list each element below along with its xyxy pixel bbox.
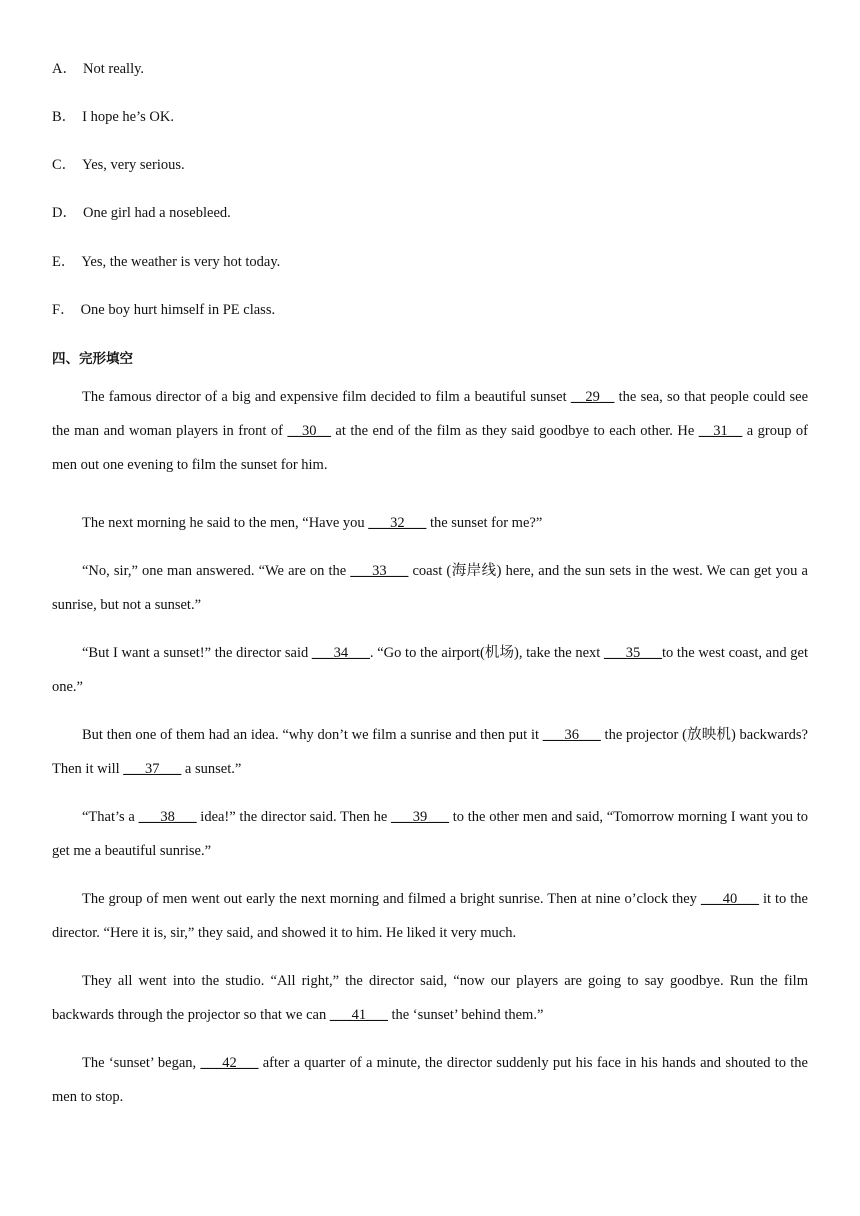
blank-40: ___40___ <box>700 891 759 907</box>
passage-paragraph-2 <box>52 506 808 540</box>
blank-36: ___36___ <box>542 727 601 743</box>
passage-text: the projector (放映机) backwards? Then it will <box>52 727 808 777</box>
option-letter: C． <box>52 157 77 173</box>
passage-paragraph-3 <box>52 554 808 622</box>
passage-text: “But I want a sunset!” the director said <box>82 645 312 661</box>
passage-paragraph-9 <box>52 1046 808 1114</box>
passage-paragraph-4 <box>52 636 808 704</box>
passage-text: “That’s a <box>82 809 139 825</box>
blank-39: ___39___ <box>391 809 450 825</box>
option-text: Not really. <box>82 61 145 77</box>
passage-text: the sea, so that people could see the man and woman players in front of <box>52 389 809 439</box>
blank-35: ___35___ <box>603 645 662 661</box>
blank-41: ___41___ <box>329 1007 388 1023</box>
blank-34: ___34___ <box>311 645 370 661</box>
option-letter: D． <box>52 205 77 221</box>
passage-text: at the end of the film as they said goodbye to each other. He <box>330 423 699 439</box>
option-text: One boy hurt himself in PE class. <box>80 302 276 318</box>
passage-paragraph-6 <box>52 800 808 868</box>
passage-text: . “Go to the airport(机场), take the next <box>369 645 604 661</box>
passage-text: it to the director. “Here it is, sir,” they said, and showed it to him. He liked it very much. <box>52 891 808 941</box>
passage-text: They all went into the studio. “All right,” the director said, “now our players are going to say goodbye. Run the film backwards through the projector so that we can <box>52 973 808 1023</box>
passage-text: The group of men went out early the next morning and filmed a bright sunrise. Then at nine o’clock they <box>82 891 701 907</box>
passage-text: a sunset.” <box>181 761 242 777</box>
passage-text: to the west coast, and get one.” <box>52 645 808 695</box>
passage-text: idea!” the director said. Then he <box>196 809 392 825</box>
blank-37: ___37___ <box>123 761 182 777</box>
option-b <box>52 107 174 127</box>
blank-38: ___38___ <box>138 809 197 825</box>
passage-paragraph-8 <box>52 964 808 1032</box>
option-letter: B． <box>52 109 77 125</box>
option-text: Yes, the weather is very hot today. <box>81 254 281 270</box>
passage-text: But then one of them had an idea. “why don’t we film a sunrise and then put it <box>82 727 543 743</box>
option-f <box>52 300 275 320</box>
passage-text: the sunset for me?” <box>426 515 543 531</box>
option-d <box>52 203 231 223</box>
option-text: One girl had a nosebleed. <box>82 205 231 221</box>
passage-text: after a quarter of a minute, the director suddenly put his face in his hands and shouted to the men to stop. <box>52 1055 808 1105</box>
passage-text: a group of men out one evening to film the sunset for him. <box>52 423 809 473</box>
passage-text: to the other men and said, “Tomorrow morning I want you to get me a beautiful sunrise.” <box>52 809 808 859</box>
passage-text: the ‘sunset’ behind them.” <box>387 1007 544 1023</box>
passage-paragraph-7 <box>52 882 808 950</box>
blank-33: ___33___ <box>350 563 409 579</box>
passage-text: The next morning he said to the men, “Have you <box>82 515 369 531</box>
option-e <box>52 252 280 272</box>
blank-30: __30__ <box>287 423 331 439</box>
passage-text: The ‘sunset’ began, <box>82 1055 201 1071</box>
blank-31: __31__ <box>698 423 743 439</box>
option-letter: E． <box>52 254 76 270</box>
passage-paragraph-1 <box>52 380 808 482</box>
blank-32: ___32___ <box>368 515 427 531</box>
blank-42: ___42___ <box>200 1055 259 1071</box>
passage-paragraph-5 <box>52 718 808 786</box>
section-title: 四、完形填空 <box>52 351 133 367</box>
option-text: Yes, very serious. <box>82 157 185 173</box>
blank-29: __29__ <box>570 389 615 405</box>
option-letter: A． <box>52 61 77 77</box>
option-letter: F． <box>52 302 75 318</box>
passage-text: coast (海岸线) here, and the sun sets in the west. We can get you a sunrise, but not a sunset.” <box>52 563 808 613</box>
option-text: I hope he’s OK. <box>82 109 174 125</box>
passage-text: “No, sir,” one man answered. “We are on the <box>82 563 351 579</box>
option-a <box>52 59 144 79</box>
option-c <box>52 155 185 175</box>
passage-text: The famous director of a big and expensive film decided to film a beautiful sunset <box>82 389 571 405</box>
